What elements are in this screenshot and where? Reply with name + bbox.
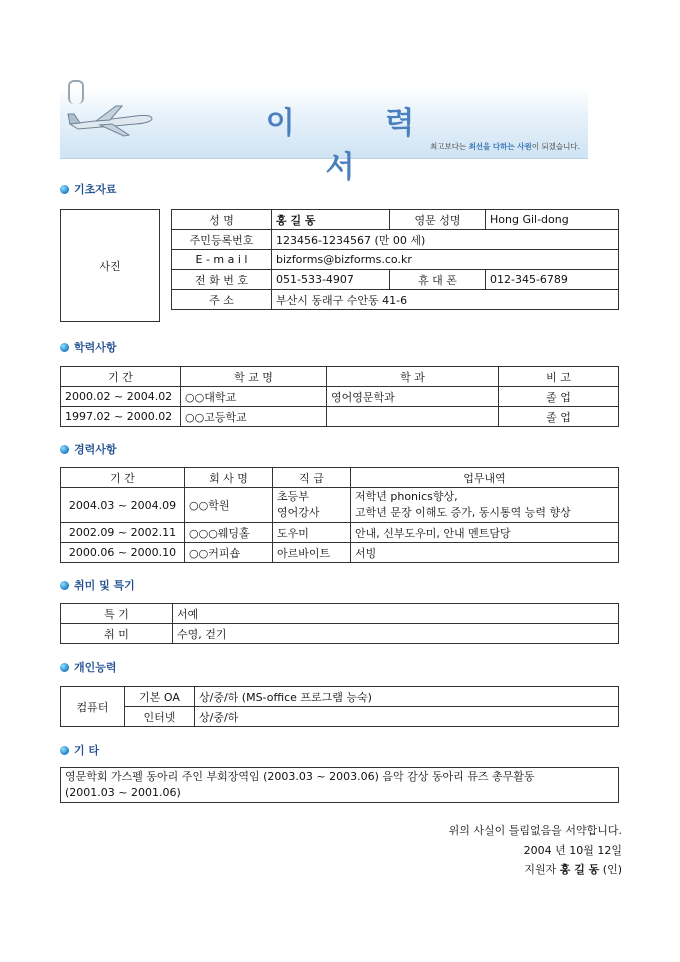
applicant-signature: 지원자 홍 길 동 (인): [524, 863, 622, 876]
sign-date: 2004 년 10월 12일: [523, 844, 622, 857]
phone-value: 051-533-4907: [272, 270, 390, 290]
section-education: 학력사항: [60, 339, 117, 355]
bullet-icon: [60, 185, 69, 194]
career-table: 기 간 회 사 명 직 급 업무내역 2004.03 ~ 2004.09 ○○학원 초등부 영어강사 저학년 phonics향상, 고학년 문장 이해도 증가, 동시통역 능력 향상 2002.09 ~ 2002.11 ○○○웨딩홀 도우미 안내, 신부도우미, 안내 멘트담당 2000.06 ~ 2000.10 ○○커피숍 아르바이트 서빙: [60, 467, 619, 563]
bullet-icon: [60, 581, 69, 590]
header-banner: [60, 88, 588, 185]
bullet-icon: [60, 445, 69, 454]
email-value: bizforms@bizforms.co.kr: [272, 250, 619, 270]
slogan: 최고보다는 최선을 다하는 사원이 되겠습니다.: [429, 142, 580, 151]
rrn-value: 123456-1234567 (만 00 세): [272, 230, 619, 250]
bullet-icon: [60, 663, 69, 672]
table-row: 2004.03 ~ 2004.09 ○○학원 초등부 영어강사 저학년 phonics향상, 고학년 문장 이해도 증가, 동시통역 능력 향상: [61, 488, 619, 523]
section-career: 경력사항: [60, 441, 117, 457]
statement: 위의 사실이 틀림없음을 서약합니다.: [448, 824, 622, 837]
hobby-table: 특 기 서예 취 미 수영, 걷기: [60, 603, 619, 644]
paperclip-icon: [68, 80, 84, 104]
address-value: 부산시 동래구 수안동 41-6: [272, 290, 619, 310]
photo-box: 사진: [60, 209, 160, 322]
table-row: 2002.09 ~ 2002.11 ○○○웨딩홀 도우미 안내, 신부도우미, 안내 멘트담당: [61, 523, 619, 543]
section-basic: 기초자료: [60, 181, 117, 197]
section-ability: 개인능력: [60, 659, 117, 675]
name-value: 홍 길 동: [272, 210, 390, 230]
education-table: 기 간 학 교 명 학 과 비 고 2000.02 ~ 2004.02 ○○대학교 영어영문학과 졸 업 1997.02 ~ 2000.02 ○○고등학교 졸 업: [60, 366, 619, 427]
ability-table: 컴퓨터 기본 OA 상/중/하 (MS-office 프로그램 능숙) 인터넷 상/중/하: [60, 686, 619, 727]
bullet-icon: [60, 746, 69, 755]
table-row: 2000.02 ~ 2004.02 ○○대학교 영어영문학과 졸 업: [61, 387, 619, 407]
mobile-value: 012-345-6789: [486, 270, 619, 290]
bullet-icon: [60, 343, 69, 352]
table-row: 2000.06 ~ 2000.10 ○○커피숍 아르바이트 서빙: [61, 543, 619, 563]
page-title: 이 력 서: [265, 106, 455, 185]
airplane-icon: [66, 102, 156, 142]
basic-info-table: 성 명 홍 길 동 영문 성명 Hong Gil-dong 주민등록번호 123456-1234567 (만 00 세) E - m a i l bizforms@bizforms.co.kr 전 화 번 호 051-533-4907 휴 대 폰 012-345-6789 주 소 부산시 동래구 수안동 41-6: [171, 209, 619, 310]
table-row: 1997.02 ~ 2000.02 ○○고등학교 졸 업: [61, 407, 619, 427]
etc-table: 영문학회 가스펠 동아리 주인 부회장역임 (2003.03 ~ 2003.06) 음악 감상 동아리 뮤즈 총무활동 (2001.03 ~ 2001.06): [60, 767, 619, 803]
section-etc: 기 타: [60, 742, 99, 758]
section-hobby: 취미 및 특기: [60, 577, 135, 593]
eng-name-value: Hong Gil-dong: [486, 210, 619, 230]
